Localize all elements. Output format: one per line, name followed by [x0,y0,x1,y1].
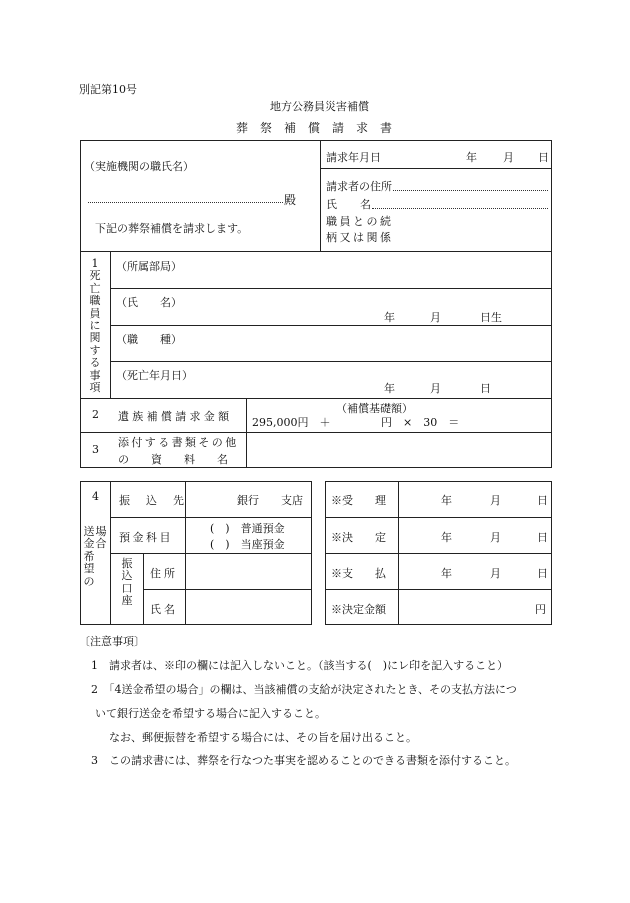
death-day: 日 [480,382,491,395]
section1-heading [86,258,104,394]
decided-amount-unit: 円 [535,603,546,616]
section1-heading-char: 職 [89,294,101,308]
claimant-address-label: 請求者の住所 [326,180,392,193]
decision-day: 日 [537,531,548,544]
request-text: 下記の葬祭補償を請求します。 [95,222,249,235]
transfer-account-label [116,558,138,608]
request-year: 年 [466,151,477,164]
section2-number: 2 [92,408,99,421]
section4-heading-char: 金 [83,537,95,551]
receipt-year: 年 [441,494,452,507]
deposit-option-current: ( ) 当座預金 [210,538,285,551]
section1-heading-char: に [89,319,101,333]
decision-month: 月 [490,531,501,544]
section3-number: 3 [92,443,99,456]
section4-heading-char: 望 [83,562,95,576]
payment-year: 年 [441,567,452,580]
deposit-option-ordinary: ( ) 普通預金 [210,522,285,535]
note-item-3: 3 この請求書には、葬祭を行なつた事実を認めることのできる書類を添付すること。 [91,754,516,767]
section4-number: 4 [92,490,99,503]
department-label: （所属部局） [116,260,182,273]
deceased-name-label: （氏 名） [116,296,182,309]
account-name-label: 氏名 [150,603,178,616]
section4-heading-char: 送 [83,525,95,538]
claimant-name-label-2: 名 [360,198,371,211]
section4-heading-char: 合 [95,537,107,551]
birth-year: 年 [384,311,395,324]
multiplier: × 30 ＝ [403,416,460,429]
payment-month: 月 [490,567,501,580]
section1-heading-char: 関 [89,331,101,345]
agency-label: （実施機関の職氏名） [84,160,194,173]
birth-month: 月 [430,311,441,324]
account-address-label: 住所 [150,567,178,580]
request-day: 日 [538,151,549,164]
base-amount-label: （補償基礎額） [336,402,413,415]
attachment-label-line2: の 資 料 名 [118,453,228,466]
base-amount-value: 295,000円 ＋ [252,416,331,429]
deposit-type-label: 預金科目 [119,531,173,544]
relation-label-line1: 職員との続 [326,215,394,228]
receipt-month: 月 [490,494,501,507]
notes-heading: 〔注意事項〕 [79,635,145,648]
office-receipt-label: ※受 理 [331,494,386,507]
payment-day: 日 [537,567,548,580]
section1-heading-char: 項 [89,381,101,395]
decision-year: 年 [441,531,452,544]
section1-heading-char: 亡 [89,281,101,295]
note-item-2-postal: なお、郵便振替を希望する場合には、その旨を届け出ること。 [109,731,417,744]
death-date-label: （死亡年月日） [116,369,193,382]
bank-label: 振 込 先 [119,494,187,507]
birth-day: 日生 [480,311,502,324]
dono-label: 殿 [284,193,297,207]
section4-heading-char: の [83,574,95,588]
note-item-1: 1 請求者は、※印の欄には記入しないこと。（該当する( )にレ印を記入すること） [91,659,509,672]
death-year: 年 [384,382,395,395]
form-number: 別記第10号 [79,83,137,96]
transfer-account-char: 座 [121,594,133,608]
transfer-account-char: 込 [121,569,133,583]
section4-heading [80,526,110,588]
section4-heading-char: 希 [83,549,95,563]
section4-heading-char: 場 [95,525,107,538]
transfer-account-char: 口 [121,581,133,595]
section1-heading-char: 員 [89,306,101,320]
request-month: 月 [503,151,514,164]
section1-heading-char: す [89,343,101,357]
note-item-2-cont: いて銀行送金を希望する場合に記入すること。 [95,707,326,720]
decided-amount-label: ※決定金額 [331,603,386,616]
death-month: 月 [430,382,441,395]
claimant-name-label-1: 氏 [326,198,337,211]
office-payment-label: ※支 払 [331,567,386,580]
receipt-day: 日 [537,494,548,507]
bank-branch-text: 銀行 支店 [237,494,303,507]
section1-heading-char: 事 [89,368,101,382]
section1-heading-char: 1 [91,257,99,270]
form-title-line1: 地方公務員災害補償 [270,100,369,113]
yen-unit: 円 [381,416,392,429]
attachment-label-line1: 添付する書類その他 [118,436,239,449]
survivor-claim-label: 遺族補償請求金額 [118,410,233,423]
job-type-label: （職 種） [116,333,182,346]
note-item-2: 2 「4送金希望の場合」の欄は、当該補償の支給が決定されたとき、その支払方法につ [91,683,517,696]
section1-heading-char: 死 [89,269,101,283]
office-decision-label: ※決 定 [331,531,386,544]
transfer-account-char: 振 [121,557,133,570]
form-title-line2: 葬 祭 補 償 請 求 書 [236,121,393,135]
section1-heading-char: る [89,356,101,370]
request-date-label: 請求年月日 [326,151,381,164]
relation-label-line2: 柄又は関係 [326,231,394,244]
